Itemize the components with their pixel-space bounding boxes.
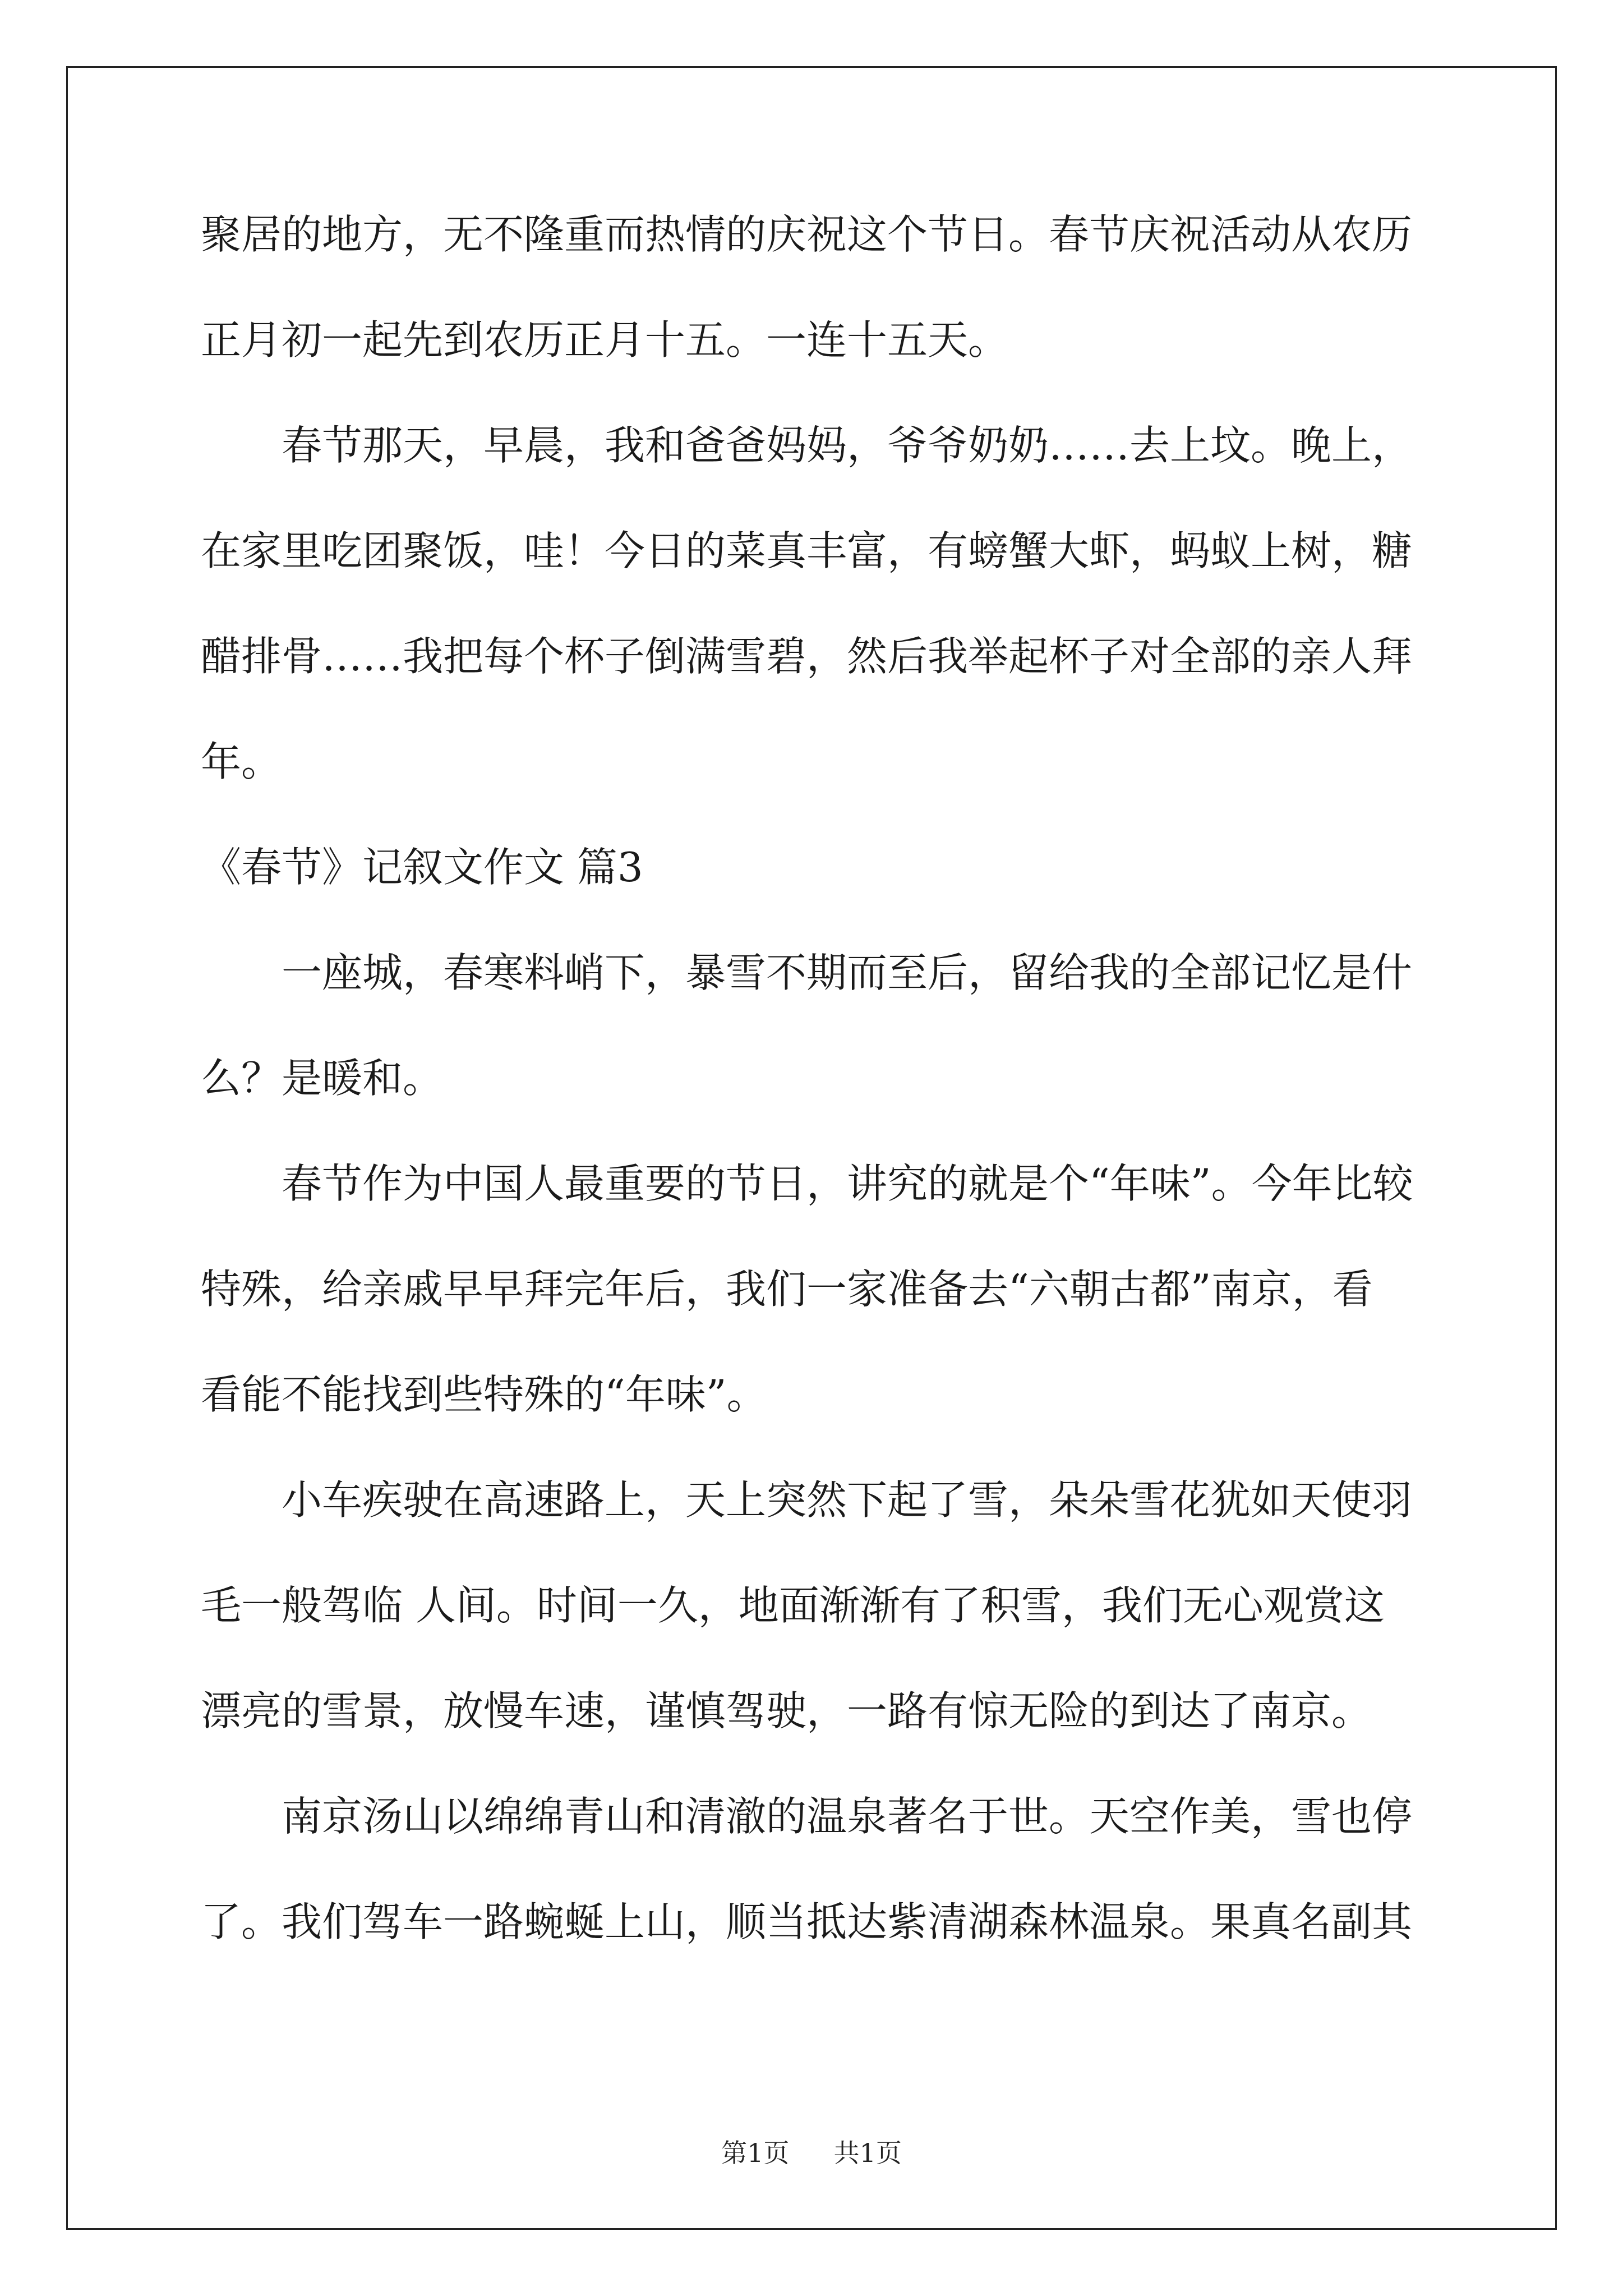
text-line-14: 毛一般驾临 人间。时间一久，地面渐渐有了积雪，我们无心观赏这 <box>201 1582 1385 1629</box>
text-line-17: 了。我们驾车一路蜿蜒上山，顺当抵达紫清湖森林温泉。果真名副其 <box>201 1898 1413 1945</box>
text-line-1: 聚居的地方，无不隆重而热情的庆祝这个节日。春节庆祝活动从农历 <box>201 211 1413 258</box>
text-line-6: 年。 <box>201 738 282 785</box>
text-line-3: 春节那天，早晨，我和爸爸妈妈，爷爷奶奶……去上坟。晚上， <box>282 422 1413 469</box>
text-line-16: 南京汤山以绵绵青山和清澈的温泉著名于世。天空作美，雪也停 <box>282 1793 1413 1840</box>
text-line-11: 特殊，给亲戚早早拜完年后，我们一家准备去“六朝古都”南京，看 <box>201 1266 1373 1313</box>
section-heading: 《春节》记叙文作文 篇3 <box>201 844 643 891</box>
text-line-12: 看能不能找到些特殊的“年味”。 <box>201 1371 767 1418</box>
page-total: 共1页 <box>833 2138 902 2168</box>
document-body <box>201 208 1429 1949</box>
text-line-10: 春节作为中国人最重要的节日，讲究的就是个“年味”。今年比较 <box>282 1160 1413 1207</box>
page-number: 第1页 <box>721 2138 790 2168</box>
text-line-8: 一座城，春寒料峭下，暴雪不期而至后，留给我的全部记忆是什 <box>282 949 1413 996</box>
text-line-4: 在家里吃团聚饭，哇！今日的菜真丰富，有螃蟹大虾，蚂蚁上树，糖 <box>201 527 1413 574</box>
text-line-5: 醋排骨……我把每个杯子倒满雪碧，然后我举起杯子对全部的亲人拜 <box>201 633 1413 680</box>
text-line-9: 么？是暖和。 <box>201 1055 444 1102</box>
text-line-2: 正月初一起先到农历正月十五。一连十五天。 <box>201 316 1009 364</box>
page-footer <box>0 2136 1623 2170</box>
text-line-13: 小车疾驶在高速路上，天上突然下起了雪，朵朵雪花犹如天使羽 <box>282 1476 1413 1524</box>
text-line-15: 漂亮的雪景，放慢车速，谨慎驾驶，一路有惊无险的到达了南京。 <box>201 1687 1372 1734</box>
